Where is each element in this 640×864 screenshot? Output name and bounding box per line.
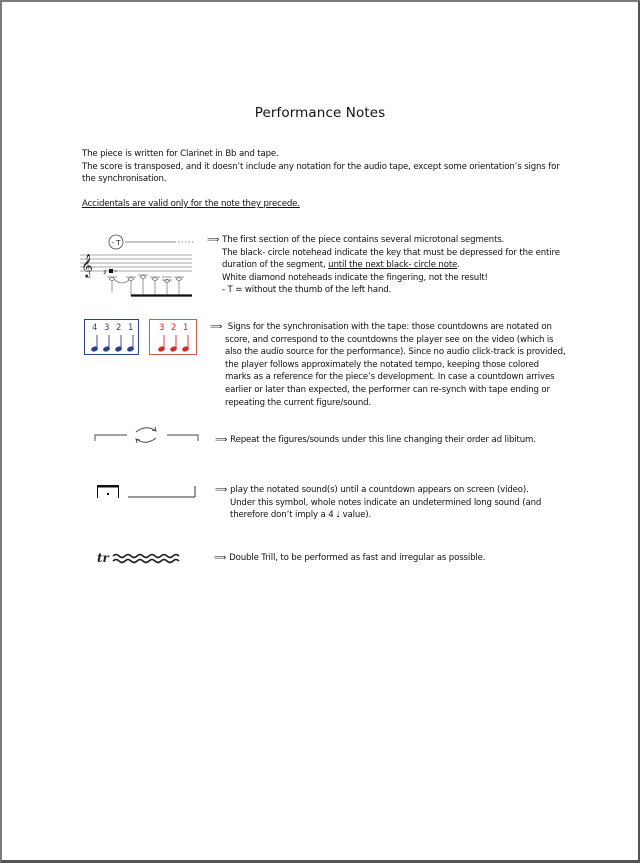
arrow-icon: ⟹ (214, 553, 227, 563)
intro-line: the synchronisation. (82, 174, 167, 185)
section-hold: ⟹ play the notated sound(s) until a countdown appears on screen (video). Under this symbol, whole notes indicate an undetermined long sound (and therefore don’t imply a 4 ♩ value). (215, 485, 542, 521)
svg-text:♯: ♯ (103, 268, 107, 277)
section-microtonal: ⟹ The first section of the piece contains several microtonal segments. The black- circle notehead indicate the key that must be depressed for the entire duration of the segment, until the next black- circle note. White diamond noteheads indicate the fingering, not the result! - T = without the thumb of the left hand. (207, 235, 560, 296)
repeat-random-order-icon (94, 424, 200, 448)
countdown-number: 2 (171, 323, 177, 333)
countdown-number: 1 (183, 323, 189, 333)
countdown-number: 3 (104, 323, 110, 333)
section-double-trill: ⟹ Double Trill, to be performed as fast and irregular as possible. (214, 553, 486, 563)
intro-line: The score is transposed, and it doesn’t include any notation for the audio tape, except some orientation’s signs for (82, 161, 560, 172)
trill-label: tr (97, 551, 109, 565)
microtonal-staff-icon (76, 230, 201, 300)
minus-t-label: - T (111, 239, 121, 247)
intro-paragraph (82, 148, 582, 186)
quarter-notes-red-icon (150, 320, 198, 356)
double-trill-icon (97, 550, 182, 566)
hold-until-countdown-icon (96, 482, 198, 502)
accidentals-note: Accidentals are valid only for the note they precede. (82, 199, 300, 209)
arrow-icon: ⟹ (215, 435, 228, 445)
quarter-notes-blue-icon (85, 320, 140, 356)
section-countdowns: ⟹ Signs for the synchronisation with the tape: those countdowns are notated on score, and correspond to the countdowns the player see on the video (which is also the audio source for the performance). Since no audio click-track is provided, the player follows approximately the notated tempo, keeping those colored marks as a reference for the piece’s development. In case a countdown arrives earlier or later than expected, the performer can re-synch with tape ending or repeating the current figure/sound. (210, 322, 566, 408)
treble-clef: 𝄞 (81, 253, 93, 277)
countdown-number: 1 (128, 323, 134, 333)
intro-line: The piece is written for Clarinet in Bb and tape. (82, 149, 279, 159)
page-title: Performance Notes (254, 105, 386, 121)
countdown-number: 4 (92, 323, 98, 333)
countdown-number: 2 (116, 323, 122, 333)
countdown-box-blue (84, 319, 139, 355)
underlined-phrase: until the next black- circle note (328, 260, 458, 271)
arrow-icon: ⟹ (215, 485, 228, 495)
arrow-icon: ⟹ (210, 322, 223, 332)
countdown-number: 3 (159, 323, 165, 333)
arrow-icon: ⟹ (207, 235, 220, 245)
section-repeat: ⟹ Repeat the figures/sounds under this line changing their order ad libitum. (215, 435, 536, 445)
countdown-box-red (149, 319, 197, 355)
